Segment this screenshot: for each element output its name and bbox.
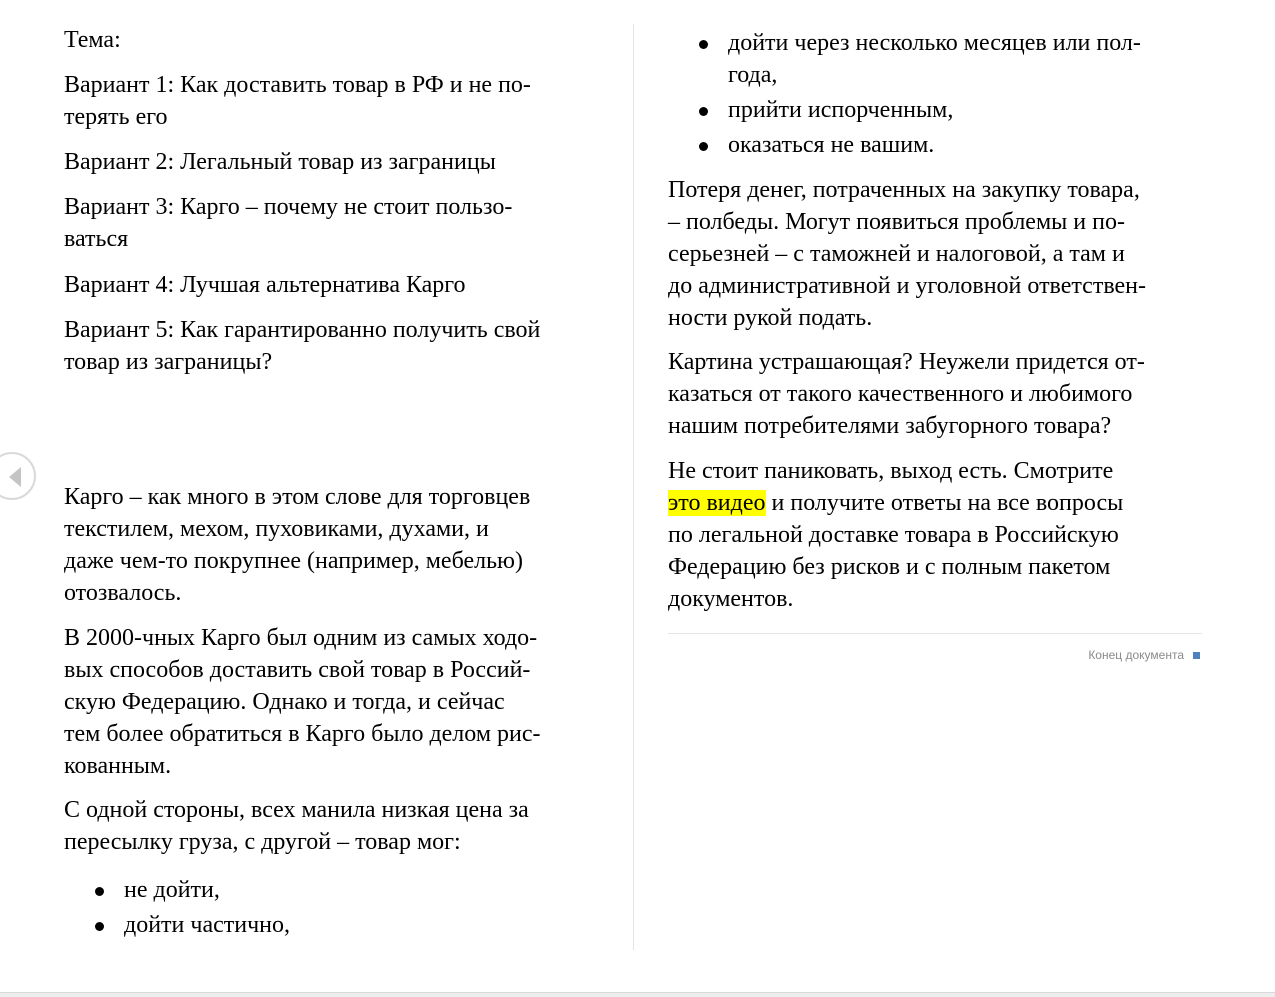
variant-3: Вариант 3: Карго – почему не стоит пользо- ваться bbox=[64, 194, 513, 252]
bullet-icon bbox=[95, 922, 104, 931]
bullet-icon bbox=[699, 107, 708, 116]
variant-1: Вариант 1: Как доставить товар в РФ и не по- терять его bbox=[64, 72, 531, 130]
list-item bbox=[668, 27, 1208, 94]
paragraph-cargo-risks: С одной стороны, всех манила низкая цена за пересылку груза, с другой – товар мог: bbox=[64, 797, 529, 855]
end-of-document-separator bbox=[668, 633, 1202, 634]
list-item-text: года, bbox=[728, 62, 778, 88]
end-of-document-label: Конец документа bbox=[1088, 648, 1184, 662]
paragraph-scary-picture: Картина устрашающая? Неужели придется от- казаться от такого качественного и любимого нашим потребителями забугорного товара? bbox=[668, 349, 1145, 439]
bullet-icon bbox=[699, 142, 708, 151]
paragraph-cargo-2000s: В 2000-чных Карго был одним из самых ходо- вых способов доставить свой товар в Россий- скую Федерацию. Однако и тогда, и сейчас тем более обратиться в Карго было делом рис- кованным. bbox=[64, 625, 541, 779]
column-divider bbox=[633, 24, 634, 950]
bullet-list-left bbox=[64, 874, 604, 944]
bullet-icon bbox=[699, 40, 708, 49]
list-item bbox=[64, 909, 604, 944]
bottom-scroll-bar[interactable] bbox=[0, 992, 1275, 997]
list-item-text: дойти через несколько месяцев или пол- bbox=[728, 30, 1141, 56]
variant-2: Вариант 2: Легальный товар из заграницы bbox=[64, 149, 496, 175]
list-item-text: оказаться не вашим. bbox=[728, 132, 935, 158]
bullet-icon bbox=[95, 887, 104, 896]
list-item bbox=[668, 129, 1208, 164]
paragraph-money-loss: Потеря денег, потраченных на закупку товара, – полбеды. Могут появиться проблемы и по- серьезней – с таможней и налоговой, а там и до административной и уголовной ответствен- ности рукой подать. bbox=[668, 177, 1146, 331]
list-item bbox=[64, 874, 604, 909]
list-item-text: не дойти, bbox=[124, 877, 220, 903]
variant-5: Вариант 5: Как гарантированно получить свой товар из заграницы? bbox=[64, 317, 541, 375]
paragraph-solution: Не стоит паниковать, выход есть. Смотрите это видео и получите ответы на все вопросы по легальной доставке товара в Российскую Федерацию без рисков и с полным пакетом документов. bbox=[668, 458, 1124, 612]
paragraph-cargo-intro: Карго – как много в этом слове для торговцев текстилем, мехом, пуховиками, духами, и даже чем-то покрупнее (например, мебелью) отозвалось. bbox=[64, 484, 531, 606]
end-of-document-marker bbox=[1193, 652, 1200, 659]
triangle-left-icon bbox=[9, 467, 21, 487]
video-link[interactable]: это видео bbox=[668, 490, 766, 516]
topic-label: Тема: bbox=[64, 27, 121, 53]
previous-page-button[interactable] bbox=[0, 452, 36, 500]
bullet-list-right bbox=[668, 27, 1208, 164]
variant-4: Вариант 4: Лучшая альтернатива Карго bbox=[64, 272, 466, 298]
list-item-text: дойти частично, bbox=[124, 912, 291, 938]
list-item bbox=[668, 94, 1208, 129]
list-item-text: прийти испорченным, bbox=[728, 97, 954, 123]
